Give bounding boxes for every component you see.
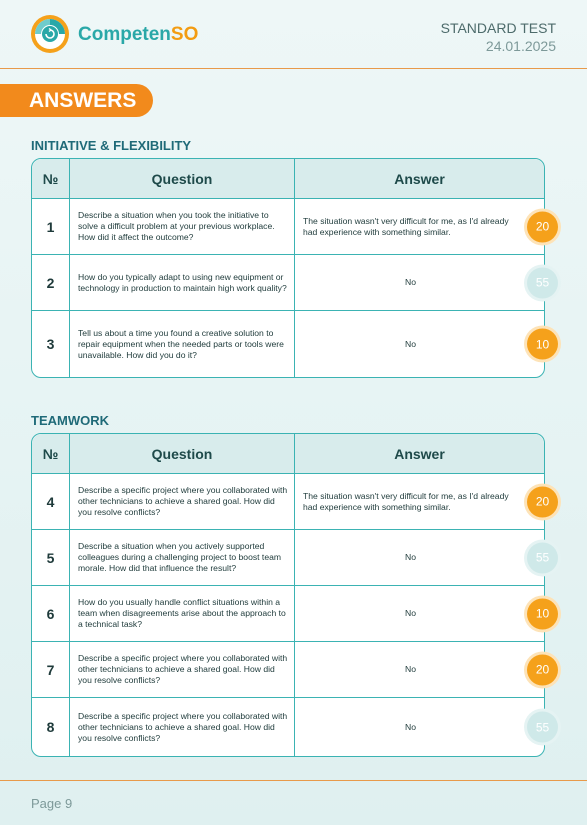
test-info: [441, 20, 556, 54]
table-row: [32, 199, 550, 255]
score-badge: 10: [527, 598, 558, 629]
row-number: 6: [32, 586, 70, 641]
section-title-teamwork: TEAMWORK: [31, 413, 109, 428]
table-header: [32, 159, 544, 199]
brand-name-part1: Competen: [78, 24, 171, 45]
row-number: 5: [32, 530, 70, 585]
row-question: How do you usually handle conflict situations within a team when disagreements arise about the approach to a technical task?: [70, 586, 295, 641]
answers-table-teamwork: [31, 433, 550, 757]
row-question: Describe a situation when you took the initiative to solve a difficult problem at your previous workplace. How did it affect the outcome?: [70, 199, 295, 254]
row-answer: No: [405, 664, 416, 674]
row-number: 2: [32, 255, 70, 310]
page-title: ANSWERS: [0, 84, 153, 117]
header-question: Question: [70, 434, 295, 473]
score-badge: 20: [527, 211, 558, 242]
page-header: [0, 0, 587, 69]
header-answer: Answer: [394, 445, 445, 462]
score-badge: 55: [527, 267, 558, 298]
row-answer: No: [405, 721, 416, 732]
header-no: №: [32, 434, 70, 473]
table-row: [32, 698, 550, 756]
score-badge: 55: [527, 712, 558, 743]
row-number: 4: [32, 474, 70, 529]
section-title-initiative: INITIATIVE & FLEXIBILITY: [31, 138, 192, 153]
score-badge: 20: [527, 654, 558, 685]
row-number: 7: [32, 642, 70, 697]
score-badge: 20: [527, 486, 558, 517]
row-number: 8: [32, 698, 70, 756]
row-answer: No: [405, 608, 416, 618]
row-answer: No: [405, 277, 416, 287]
row-question: Describe a specific project where you collaborated with other technicians to achieve a shared goal. How did you resolve conflicts?: [70, 698, 295, 756]
row-answer: The situation wasn't very difficult for me, as I'd already had experience with something similar.: [303, 490, 509, 512]
row-answer: No: [405, 338, 416, 349]
table-header: [32, 434, 544, 474]
table-row: [32, 255, 550, 311]
table-row: [32, 311, 550, 377]
answers-table-initiative: [31, 158, 550, 378]
header-answer: Answer: [394, 170, 445, 187]
page-number: Page 9: [31, 796, 73, 811]
footer-divider: [0, 780, 587, 781]
test-date: 24.01.2025: [485, 38, 556, 54]
table-row: [32, 586, 550, 642]
header-question: Question: [70, 159, 295, 198]
row-question: Describe a situation when you actively supported colleagues during a challenging project to boost team morale. How did that influence the result?: [70, 530, 295, 585]
brand-name-part2: SO: [170, 24, 199, 45]
table-row: [32, 530, 550, 586]
row-question: Tell us about a time you found a creative solution to repair equipment when the needed parts or tools were unavailable. How did you do it?: [70, 311, 295, 377]
competenso-logo-icon: [30, 14, 70, 54]
row-question: How do you typically adapt to using new equipment or technology in production to maintain high work quality?: [70, 255, 295, 310]
row-question: Describe a specific project where you collaborated with other technicians to achieve a shared goal. How did you resolve conflicts?: [70, 642, 295, 697]
row-answer: The situation wasn't very difficult for me, as I'd already had experience with something similar.: [303, 215, 509, 237]
row-question: Describe a specific project where you collaborated with other technicians to achieve a shared goal. How did you resolve conflicts?: [70, 474, 295, 529]
score-badge: 55: [527, 542, 558, 573]
row-number: 1: [32, 199, 70, 254]
test-name: STANDARD TEST: [440, 20, 556, 36]
header-divider: [0, 68, 587, 69]
table-row: [32, 474, 550, 530]
table-row: [32, 642, 550, 698]
score-badge: 10: [527, 329, 558, 360]
row-answer: No: [405, 552, 416, 562]
brand-name: [78, 24, 198, 46]
row-number: 3: [32, 311, 70, 377]
header-no: №: [32, 159, 70, 198]
